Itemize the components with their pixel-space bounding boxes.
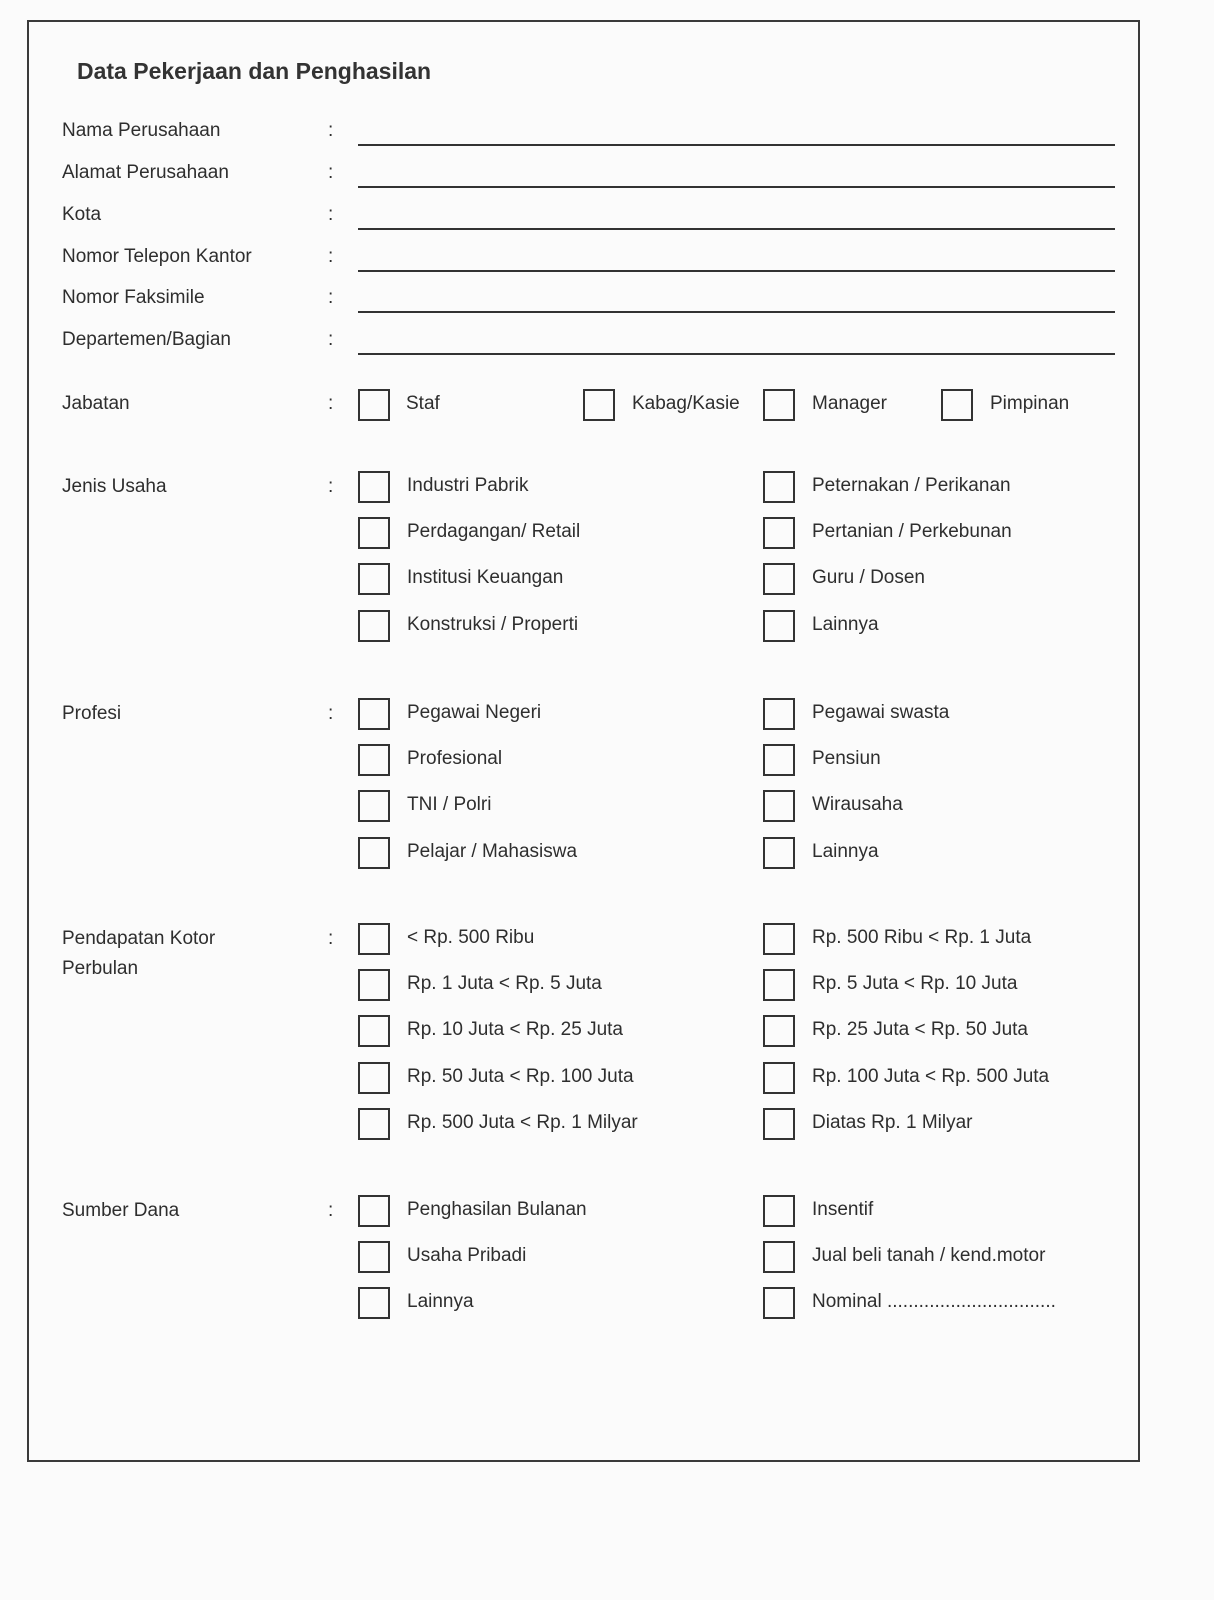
colon: : (328, 246, 334, 267)
option-label: Rp. 25 Juta < Rp. 50 Juta (812, 1019, 1028, 1041)
colon: : (328, 162, 334, 183)
field-label: Alamat Perusahaan (62, 162, 229, 183)
checkbox-rp-500-juta-rp-1-milyar[interactable] (358, 1108, 390, 1140)
departemen-bagian-input[interactable] (358, 353, 1115, 355)
alamat-perusahaan-input[interactable] (358, 186, 1115, 188)
checkbox-wirausaha[interactable] (763, 790, 795, 822)
group-label: Profesi (62, 703, 122, 724)
nomor-telepon-kantor-input[interactable] (358, 270, 1115, 272)
field-label: Kota (62, 204, 102, 225)
checkbox-pertanian-perkebunan[interactable] (763, 517, 795, 549)
option-label: Profesional (407, 748, 503, 770)
colon: : (328, 329, 334, 350)
jabatan-label: Jabatan (62, 393, 130, 414)
colon: : (328, 703, 334, 724)
checkbox-rp-1-juta-rp-5-juta[interactable] (358, 969, 390, 1001)
option-label: Pegawai Negeri (407, 702, 542, 723)
option-label: Lainnya (407, 1291, 474, 1313)
checkbox-pegawai-negeri[interactable] (358, 698, 390, 730)
option-label: Penghasilan Bulanan (407, 1199, 587, 1220)
checkbox-insentif[interactable] (763, 1195, 795, 1227)
option-label: Konstruksi / Properti (407, 613, 579, 635)
option-label: Diatas Rp. 1 Milyar (812, 1111, 973, 1133)
option-label: Wirausaha (812, 794, 903, 816)
colon: : (328, 476, 334, 497)
nomor-faksimile-input[interactable] (358, 311, 1115, 313)
option-label: Rp. 5 Juta < Rp. 10 Juta (812, 973, 1018, 995)
option-label: Nominal ................................ (812, 1291, 1056, 1313)
option-label: Perdagangan/ Retail (407, 521, 581, 543)
option-label: Guru / Dosen (812, 567, 925, 589)
nama-perusahaan-input[interactable] (358, 144, 1115, 146)
group-label: Sumber Dana (62, 1200, 180, 1221)
option-label: Peternakan / Perikanan (812, 475, 1011, 496)
option-label: Industri Pabrik (407, 475, 529, 496)
option-label: Pensiun (812, 748, 881, 770)
field-label: Nomor Faksimile (62, 287, 205, 308)
option-label: Pertanian / Perkebunan (812, 521, 1012, 543)
field-label: Departemen/Bagian (62, 329, 231, 350)
option-label: Pelajar / Mahasiswa (407, 840, 578, 862)
option-label: Rp. 1 Juta < Rp. 5 Juta (407, 973, 602, 995)
option-label: Jual beli tanah / kend.motor (812, 1245, 1046, 1267)
checkbox-nominal[interactable] (763, 1287, 795, 1319)
option-label: < Rp. 500 Ribu (407, 927, 535, 948)
checkbox-jual-beli-tanah-kend-motor[interactable] (763, 1241, 795, 1273)
checkbox-profesional[interactable] (358, 744, 390, 776)
checkbox-rp-25-juta-rp-50-juta[interactable] (763, 1015, 795, 1047)
option-label: Rp. 100 Juta < Rp. 500 Juta (812, 1065, 1050, 1087)
checkbox-peternakan-perikanan[interactable] (763, 471, 795, 503)
option-label: Insentif (812, 1199, 874, 1220)
checkbox-rp-5-juta-rp-10-juta[interactable] (763, 969, 795, 1001)
checkbox-perdagangan-retail[interactable] (358, 517, 390, 549)
checkbox-rp-500-ribu-rp-1-juta[interactable] (763, 923, 795, 955)
option-label: Lainnya (812, 840, 879, 862)
checkbox-penghasilan-bulanan[interactable] (358, 1195, 390, 1227)
option-label: TNI / Polri (407, 794, 492, 816)
option-label: Rp. 500 Ribu < Rp. 1 Juta (812, 927, 1032, 948)
checkbox-rp-10-juta-rp-25-juta[interactable] (358, 1015, 390, 1047)
checkbox-rp-100-juta-rp-500-juta[interactable] (763, 1062, 795, 1094)
checkbox-diatas-rp-1-milyar[interactable] (763, 1108, 795, 1140)
colon: : (328, 1200, 334, 1221)
option-label: Pegawai swasta (812, 702, 950, 723)
colon: : (328, 204, 334, 225)
checkbox-lainnya[interactable] (763, 610, 795, 642)
checkbox-institusi-keuangan[interactable] (358, 563, 390, 595)
checkbox-pensiun[interactable] (763, 744, 795, 776)
option-label: Staf (406, 393, 440, 414)
checkbox-rp-500-ribu[interactable] (358, 923, 390, 955)
checkbox-pegawai-swasta[interactable] (763, 698, 795, 730)
option-label: Pimpinan (990, 393, 1070, 414)
colon: : (328, 393, 334, 414)
group-label: Jenis Usaha (62, 476, 167, 497)
form-title: Data Pekerjaan dan Penghasilan (77, 58, 432, 84)
checkbox-usaha-pribadi[interactable] (358, 1241, 390, 1273)
checkbox-manager[interactable] (763, 389, 795, 421)
checkbox-lainnya[interactable] (763, 837, 795, 869)
checkbox-konstruksi-properti[interactable] (358, 610, 390, 642)
checkbox-rp-50-juta-rp-100-juta[interactable] (358, 1062, 390, 1094)
colon: : (328, 928, 334, 949)
field-label: Nomor Telepon Kantor (62, 246, 252, 267)
checkbox-pelajar-mahasiswa[interactable] (358, 837, 390, 869)
option-label: Rp. 50 Juta < Rp. 100 Juta (407, 1065, 634, 1087)
checkbox-industri-pabrik[interactable] (358, 471, 390, 503)
option-label: Kabag/Kasie (632, 393, 740, 414)
option-label: Usaha Pribadi (407, 1245, 527, 1267)
group-label-line2: Perbulan (62, 958, 139, 979)
kota-input[interactable] (358, 228, 1115, 230)
checkbox-pimpinan[interactable] (941, 389, 973, 421)
option-label: Institusi Keuangan (407, 567, 564, 589)
colon: : (328, 287, 334, 308)
checkbox-guru-dosen[interactable] (763, 563, 795, 595)
field-label: Nama Perusahaan (62, 120, 221, 141)
option-label: Manager (812, 393, 887, 414)
checkbox-kabag-kasie[interactable] (583, 389, 615, 421)
option-label: Rp. 10 Juta < Rp. 25 Juta (407, 1019, 623, 1041)
checkbox-tni-polri[interactable] (358, 790, 390, 822)
option-label: Lainnya (812, 613, 879, 635)
checkbox-staf[interactable] (358, 389, 390, 421)
group-label: Pendapatan Kotor (62, 928, 216, 949)
checkbox-lainnya[interactable] (358, 1287, 390, 1319)
option-label: Rp. 500 Juta < Rp. 1 Milyar (407, 1111, 638, 1133)
colon: : (328, 120, 334, 141)
